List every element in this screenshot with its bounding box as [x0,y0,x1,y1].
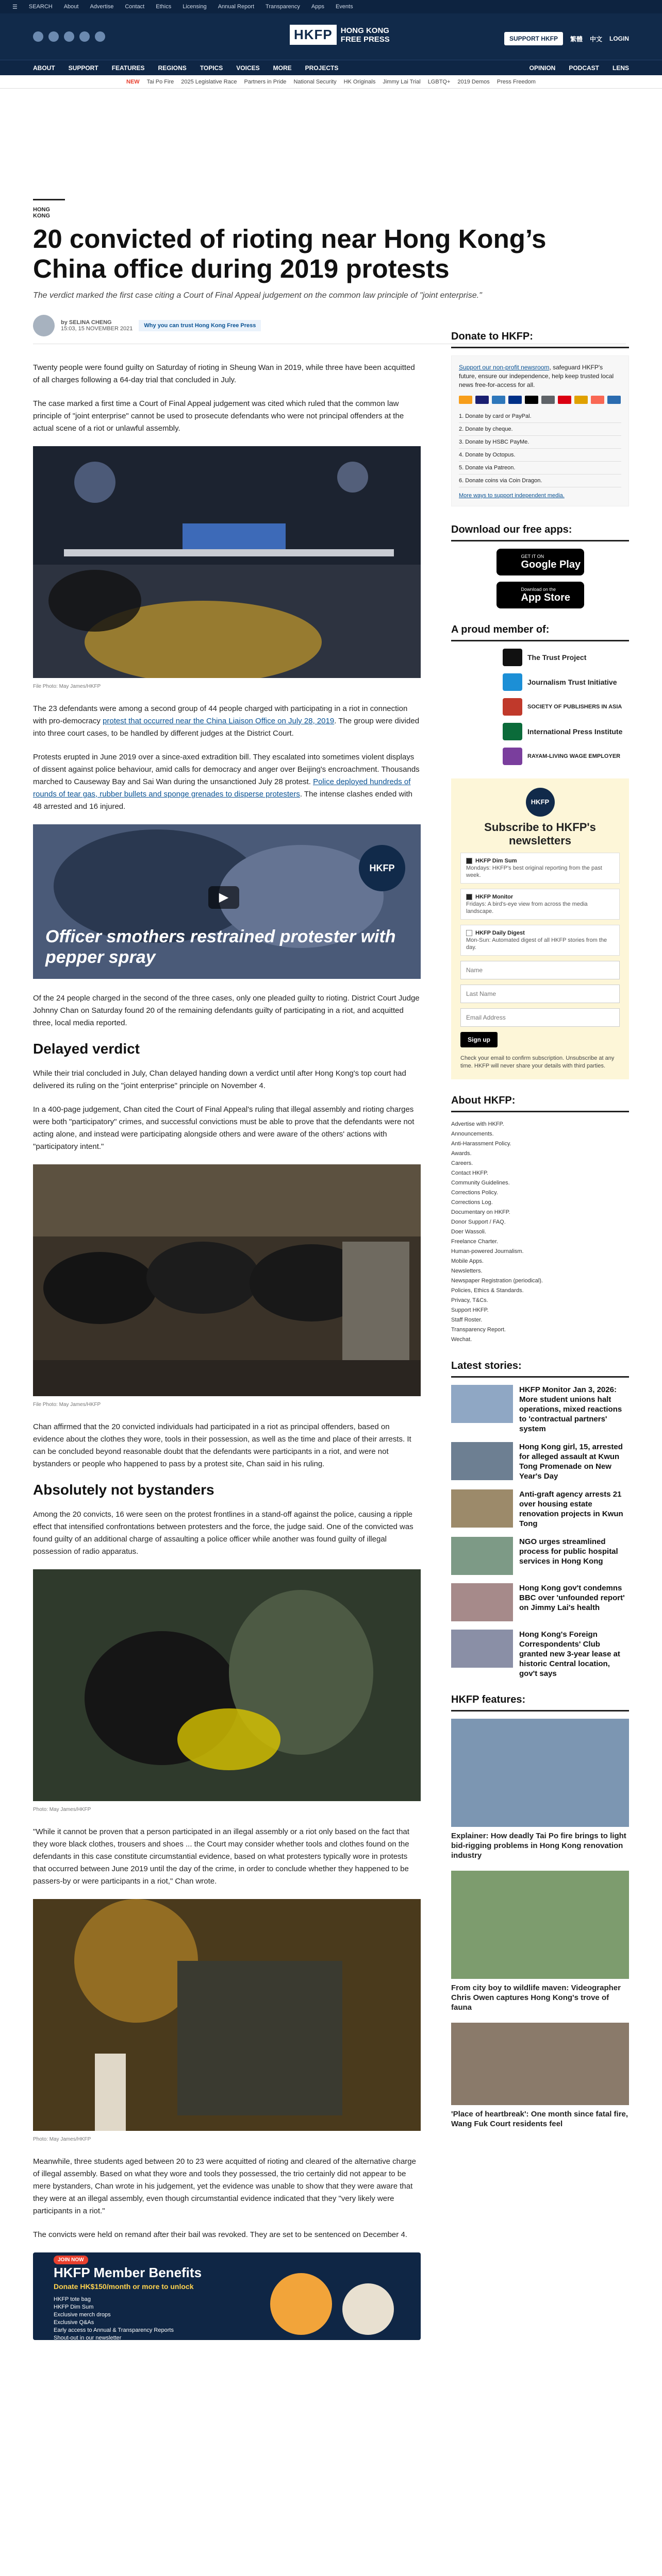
benefit-item: Exclusive merch drops [54,2312,111,2318]
newsletter-option[interactable]: HKFP Monitor Fridays: A bird's-eye view from across the media landscape. [460,889,620,920]
gpay-icon [541,396,555,404]
paragraph: Chan affirmed that the 20 convicted individuals had participated in a riot as principal offenders, based on evidence about the clothes they wore, tools in their possession, as well as the time and place of their arrests. It can be concluded beyond reasonable doubt that the defendants were participants in a riot, and were not bystanders or people who happened to pass by a protest site, Chan said in his ruling. [33,1422,411,1468]
member-logo[interactable]: SOCIETY OF PUBLISHERS IN ASIA [503,698,629,716]
topbar-about[interactable]: About [63,4,79,10]
topbar-search[interactable]: SEARCH [28,4,53,10]
topbar-apps[interactable]: Apps [311,4,324,10]
about-link[interactable]: Community Guidelines. [451,1180,510,1186]
about-link[interactable]: Newspaper Registration (periodical). [451,1278,543,1284]
menu-icon[interactable]: ☰ [12,4,18,10]
about-link[interactable]: Corrections Log. [451,1199,493,1206]
story-thumbnail [451,1630,513,1668]
store-small-label: GET IT ON [521,553,544,559]
section-heading: Delayed verdict [33,1041,140,1057]
ipi-icon [503,723,522,740]
trust-link[interactable]: Why you can trust Hong Kong Free Press [139,320,261,331]
topbar-advertise[interactable]: Advertise [90,4,114,10]
sidebar [451,331,629,2139]
category-kicker[interactable]: HONG KONG [33,199,65,219]
newsletter-note: Check your email to confirm subscription. Unsubscribe at any time. HKFP will never share your details with third parties. [460,1055,615,1069]
story-thumbnail [451,1385,513,1423]
features-heading: HKFP features: [451,1694,629,1711]
benefit-item: Early access to Annual & Transparency Reports [54,2327,174,2333]
newsletter-badge: HKFP [526,788,555,817]
trending-link[interactable]: Jimmy Lai Trial [383,78,421,85]
logo-line-2: FREE PRESS [340,35,390,44]
nav-lens[interactable]: LENS [612,64,629,72]
latest-story[interactable]: Hong Kong girl, 15, arrested for alleged assault at Kwun Tong Promenade on New Year's Day [451,1442,629,1481]
fps-icon [607,396,621,404]
about-link[interactable]: Mobile Apps. [451,1258,484,1264]
youtube-icon[interactable] [79,31,90,42]
paragraph: The convicts were held on remand after their bail was revoked. They are set to be sentenced on December 4. [33,2230,407,2239]
nav-topics[interactable]: TOPICS [200,64,223,72]
paragraph: While their trial concluded in July, Chan delayed handing down a verdict until after Hong Kong's top court had delivered its ruling on the "joint enterprise" principle on November 4. [33,1069,406,1090]
newsletter-option[interactable]: HKFP Daily Digest Mon-Sun: Automated digest of all HKFP stories from the day. [460,925,620,956]
social-links [33,31,105,42]
site-logo[interactable] [290,25,390,45]
newsletter-signup [451,778,629,1079]
twitter-icon[interactable] [48,31,59,42]
utility-bar [0,0,662,13]
benefit-item: HKFP tote bag [54,2296,91,2302]
embedded-video[interactable] [33,824,421,979]
instagram-icon[interactable] [64,31,74,42]
more-ways-link[interactable]: More ways to support independent media. [459,493,565,499]
figure [33,446,421,689]
mastercard-icon [459,396,472,404]
feature-image [451,2023,629,2105]
about-link[interactable]: Support HKFP. [451,1307,489,1313]
paragraph: The case marked a first time a Court of Final Appeal judgement was cited which ruled that the common law principle of "joint enterprise" cannot be used to prosecute defendants who were not principal offenders at the actual scene of a riot or unlawful assembly. [33,399,404,433]
feature-image [451,1719,629,1827]
about-link[interactable]: Policies, Ethics & Standards. [451,1287,524,1294]
facebook-icon[interactable] [33,31,43,42]
banner-subtitle: Donate HK$150/month or more to unlock [54,2282,194,2291]
about-link[interactable]: Announcements. [451,1131,494,1137]
banner-title: HKFP Member Benefits [54,2265,202,2280]
checkbox-checked[interactable] [466,894,472,900]
trending-link[interactable]: National Security [293,78,337,85]
paragraph: Of the 24 people charged in the second of the three cases, only one pleaded guilty to rioting. District Court Judge Johnny Chan on Saturday found 20 of the remaining defendants guilty of participating in a riot, and acquitted three, local media reported. [33,994,420,1027]
nav-features[interactable]: FEATURES [111,64,145,72]
latest-story[interactable]: Anti-graft agency arrests 21 over housing estate renovation projects in Kwun Tong [451,1489,629,1529]
google-play-button[interactable] [496,549,584,575]
inline-link[interactable]: Police deployed hundreds of rounds of tear gas, rubber bullets and sponge grenades to disperse protesters [33,777,411,799]
about-link[interactable]: Human-powered Journalism. [451,1248,524,1255]
store-label: Google Play [521,558,581,570]
figure [33,1164,421,1408]
latest-story[interactable]: HKFP Monitor Jan 3, 2026: More student unions halt operations, mixed reactions to 'contractual partners' system [451,1385,629,1434]
login-link[interactable]: LOGIN [609,35,629,42]
benefit-item: Shout-out in our newsletter [54,2335,122,2340]
figure [33,1899,421,2142]
new-label: NEW [126,78,140,85]
story-thumbnail [451,1442,513,1480]
about-heading: About HKFP: [451,1095,629,1112]
octopus-icon [574,396,588,404]
paragraph: In a 400-page judgement, Chan cited the Court of Final Appeal's ruling that illegal assembly and rioting charges were both "participatory" crimes, and successful convictions must be able to prove that the defendants were not acting alone, and instead were participating alongside others and were aware of the others' actions with "participatory intent." [33,1105,415,1151]
applepay-icon [525,396,538,404]
nav-voices[interactable]: VOICES [236,64,260,72]
about-link[interactable]: Contact HKFP. [451,1170,488,1176]
about-link[interactable]: Anti-Harassment Policy. [451,1141,511,1147]
visa-icon [475,396,489,404]
about-link[interactable]: Wechat. [451,1336,472,1343]
checkbox-checked[interactable] [466,858,472,864]
latest-heading: Latest stories: [451,1360,629,1378]
support-button[interactable]: SUPPORT HKFP [504,32,563,45]
topbar-ethics[interactable]: Ethics [156,4,172,10]
nav-support[interactable]: SUPPORT [68,64,98,72]
donate-option[interactable]: 2. Donate by cheque. [459,423,621,436]
play-icon[interactable]: ▶ [208,886,239,909]
nav-podcast[interactable]: PODCAST [569,64,599,72]
topbar-contact[interactable]: Contact [125,4,145,10]
amex-icon [492,396,505,404]
jti-icon [503,673,522,691]
donate-options [459,410,621,487]
benefit-item: HKFP Dim Sum [54,2304,94,2310]
topbar-annual-report[interactable]: Annual Report [218,4,255,10]
feature-image [451,1871,629,1979]
patreon-icon [591,396,604,404]
article-body [33,362,421,2340]
living-wage-icon [503,748,522,765]
logo-line-1: HONG KONG [340,26,389,35]
donate-lead-link[interactable]: Support our non-profit newsroom [459,364,550,371]
first-name-field[interactable] [460,961,620,979]
sopa-icon [503,698,522,716]
masthead [0,13,662,60]
paragraph: Twenty people were found guilty on Saturday of rioting in Sheung Wan in 2019, while three have been acquitted of all charges following a 64-day trial that concluded in July. [33,363,415,384]
nav-projects[interactable]: PROJECTS [305,64,339,72]
lang-trad-link[interactable]: 繁體 [570,35,583,43]
nav-opinion[interactable]: OPINION [529,64,556,72]
email-field[interactable] [460,1008,620,1027]
join-now-badge[interactable]: JOIN NOW [54,2256,88,2264]
rss-icon[interactable] [95,31,105,42]
donate-option[interactable]: 3. Donate by HSBC PayMe. [459,436,621,449]
donate-option[interactable]: 5. Donate via Patreon. [459,462,621,474]
protest-photo-umbrellas [33,1164,421,1396]
membership-banner[interactable] [33,2252,421,2340]
protest-photo-arrest [33,1569,421,1801]
paragraph: Among the 20 convicts, 16 were seen on the protest frontlines in a stand-off against the police, causing a ripple effect that intensified confrontations between protesters and the force, the judge said. One of the convicted was found guilty of an additional charge of assaulting a police officer while another was found guilty of illegal possession of radio apparatus. [33,1510,413,1556]
author-avatar [33,315,55,336]
about-link[interactable]: Donor Support / FAQ. [451,1219,506,1225]
feature-story[interactable]: 'Place of heartbreak': One month since fatal fire, Wang Fuk Court residents feel [451,2023,629,2129]
latest-story[interactable]: Hong Kong gov't condemns BBC over 'unfounded report' on Jimmy Lai's health [451,1583,629,1621]
payme-icon [558,396,571,404]
about-link[interactable]: Doer Wassoli. [451,1229,487,1235]
feature-story[interactable]: Explainer: How deadly Tai Po fire brings to light bid-rigging problems in Hong Kong renovation industry [451,1719,629,1860]
trending-link[interactable]: 2019 Demos [457,78,490,85]
figure [33,1569,421,1812]
byline [33,315,421,336]
paragraph: "While it cannot be proven that a person participated in an illegal assembly or a riot only based on the fact that they wore black clothes, trousers and shoes ... the Court may consider whether tools and clothes found on the defendants in this case constitute circumstantial evidence, based on what protesters typically wore in protests that occurred between June 2019 until the day of the crime, in order to conclude whether they happened to be passers-by or were participants in a riot," Chan wrote. [33,1827,409,1886]
nav-more[interactable]: MORE [273,64,292,72]
nav-regions[interactable]: REGIONS [158,64,187,72]
apps-heading: Download our free apps: [451,524,629,541]
about-link[interactable]: Privacy, T&Cs. [451,1297,488,1303]
paragraph: Meanwhile, three students aged between 20 to 23 were acquitted of rioting and cleared of the alternative charge of illegal assembly. Based on what they wore and tools they possessed, the trio certainly did not appear to be mere bystanders, Chan wrote in his judgement, yet the evidence was unable to show that they were aware that they were at an illegal assembly, even though circumstantial evidence indicated that they "very likely were participants in a riot." [33,2157,416,2215]
article-title: 20 convicted of rioting near Hong Kong’s China office during 2019 protests [33,224,547,283]
about-link[interactable]: Advertise with HKFP. [451,1121,504,1127]
benefit-item: Exclusive Q&As [54,2319,94,2326]
trending-link[interactable]: Press Freedom [496,78,536,85]
donate-box: Support our non-profit newsroom, safeguard HKFP's future, ensure our independence, help keep trusted local news free-for-access for all. 1. Donate by card or PayPal. 2. Donate by cheque. 3. Donate by HSBC PayMe. 4. Donate by Octopus. 5. Donate via Patreon. 6. Donate coins via Coin Dragon. More ways to support independent media. [451,355,629,506]
photo-caption: File Photo: May James/HKFP [33,684,101,689]
topbar-events[interactable]: Events [335,4,353,10]
about-link[interactable]: Corrections Policy. [451,1190,498,1196]
story-thumbnail [451,1537,513,1575]
last-name-field[interactable] [460,985,620,1003]
about-link[interactable]: Staff Roster. [451,1317,483,1323]
article-deck: The verdict marked the first case citing a Court of Final Appeal judgement on the common law principle of "joint enterprise." [33,291,482,300]
member-logo[interactable]: Journalism Trust Initiative [503,673,629,691]
publish-date: 15:03, 15 NOVEMBER 2021 [61,326,133,332]
member-logo[interactable]: The Trust Project [503,649,629,666]
member-heading: A proud member of: [451,624,629,641]
store-small-label: Download on the [521,586,556,592]
section-heading: Absolutely not bystanders [33,1482,214,1498]
nav-about[interactable]: ABOUT [33,64,55,72]
inline-link[interactable]: protest that occurred near the China Liaison Office on July 28, 2019 [103,717,335,725]
about-link[interactable]: Transparency Report. [451,1327,506,1333]
feature-story[interactable]: From city boy to wildlife maven: Videographer Chris Owen captures Hong Kong's trove of fauna [451,1871,629,2012]
trust-project-icon [503,649,522,666]
benefits-list [54,2296,174,2340]
checkbox-unchecked[interactable] [466,930,472,936]
about-link[interactable]: Careers. [451,1160,473,1166]
latest-story[interactable]: Hong Kong's Foreign Correspondents' Club granted new 3-year lease at historic Central location, gov't says [451,1630,629,1679]
member-logo[interactable]: International Press Institute [503,723,629,740]
protest-photo-police-line [33,446,421,678]
trending-bar [0,75,662,89]
hkfp-video-logo: HKFP [359,845,405,891]
paragraph: Protests erupted in June 2019 over a since-axed extradition bill. They escalated into sometimes violent displays of dissent against police behaviour, amid calls for democracy and anger over Beijing's encroachment. Thousands marched to Causeway Bay and Sai Wan during the unsanctioned July 28 protest. Police deployed hundreds of rounds of tear gas, rubber bullets and sponge grenades to disperse protesters. The intense clashes ended with 48 arrested and 16 injured. [33,753,420,811]
about-link[interactable]: Newsletters. [451,1268,483,1274]
paypal-icon [508,396,522,404]
topbar-transparency[interactable]: Transparency [266,4,300,10]
about-links [451,1120,629,1345]
donate-option[interactable]: 1. Donate by card or PayPal. [459,410,621,423]
trending-link[interactable]: LGBTQ+ [427,78,451,85]
app-store-button[interactable] [496,582,584,608]
photo-caption: Photo: May James/HKFP [33,1807,91,1812]
latest-story[interactable]: NGO urges streamlined process for public hospital services in Hong Kong [451,1537,629,1575]
author-name[interactable]: by SELINA CHENG [61,319,112,326]
lang-simp-link[interactable]: 中文 [589,35,602,43]
trending-link[interactable]: 2025 Legislative Race [181,78,237,85]
about-link[interactable]: Documentary on HKFP. [451,1209,510,1215]
newsletter-heading: Subscribe to HKFP's newsletters [484,821,596,847]
about-link[interactable]: Awards. [451,1150,472,1157]
donate-option[interactable]: 6. Donate coins via Coin Dragon. [459,474,621,487]
topbar-licensing[interactable]: Licensing [183,4,207,10]
about-link[interactable]: Freelance Charter. [451,1239,499,1245]
trending-link[interactable]: HK Originals [343,78,376,85]
logo-box: HKFP [290,25,337,45]
story-thumbnail [451,1583,513,1621]
video-title: Officer smothers restrained protester with pepper spray [45,927,396,967]
newsletter-option[interactable]: HKFP Dim Sum Mondays: HKFP's best original reporting from the past week. [460,853,620,884]
main-nav [0,60,662,75]
paragraph: The 23 defendants were among a second group of 44 people charged with participating in a riot in connection with pro-democracy protest that occurred near the China Liaison Office on July 28, 2019. The group were divided into three court cases, to be handled by different judges at the District Court. [33,704,420,738]
donate-option[interactable]: 4. Donate by Octopus. [459,449,621,462]
trending-link[interactable]: Partners in Pride [244,78,287,85]
payment-methods [459,396,621,404]
photo-caption: File Photo: May James/HKFP [33,1402,101,1408]
protest-photo-riot-police [33,1899,421,2131]
trending-link[interactable]: Tai Po Fire [146,78,174,85]
member-logo[interactable]: RAYAM-LIVING WAGE EMPLOYER [503,748,629,765]
donate-heading: Donate to HKFP: [451,331,629,348]
store-label: App Store [521,591,571,603]
signup-button[interactable]: Sign up [460,1032,498,1047]
photo-caption: Photo: May James/HKFP [33,2137,91,2142]
story-thumbnail [451,1489,513,1528]
